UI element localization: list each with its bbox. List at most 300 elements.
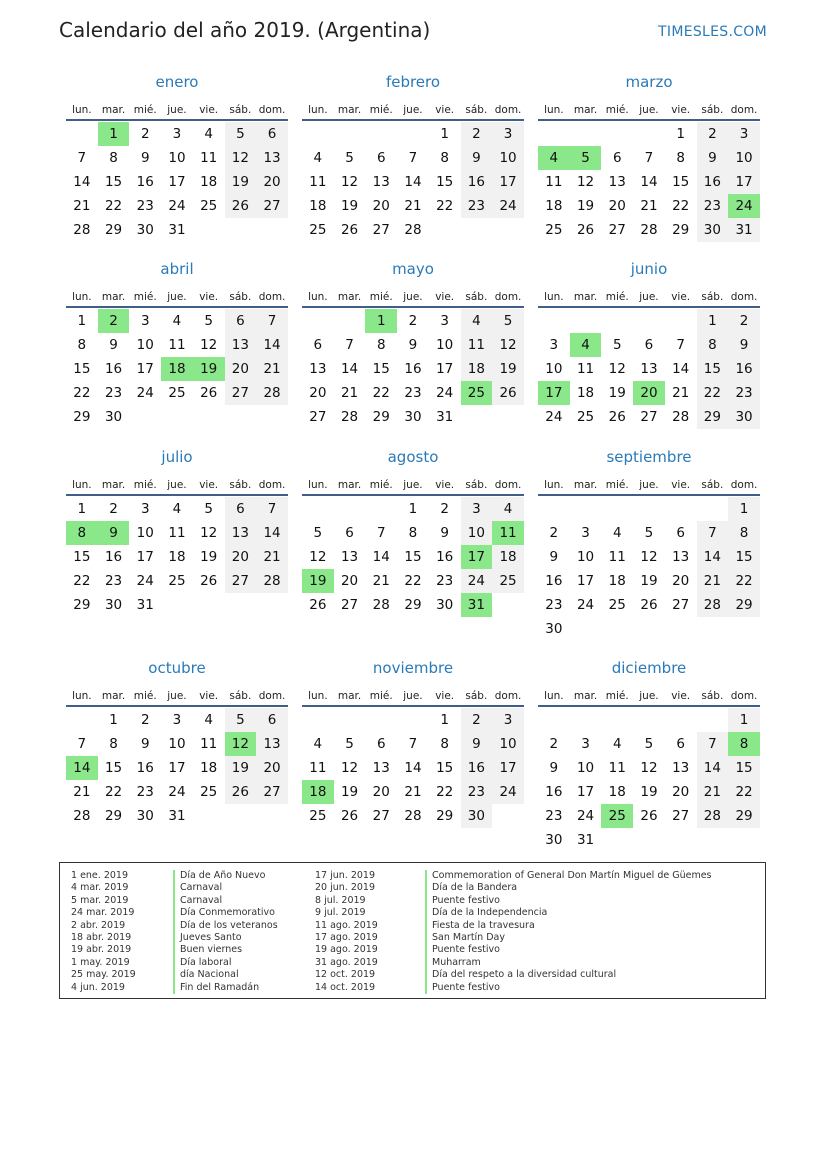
empty-cell	[570, 122, 602, 146]
day-cell: 12	[200, 337, 218, 353]
empty-cell	[665, 708, 697, 732]
holiday-day-cell: 20	[633, 381, 665, 405]
legend-dates-col-1	[71, 870, 136, 994]
legend-date: 4 mar. 2019	[71, 882, 129, 894]
day-cell: 21	[404, 784, 422, 800]
empty-cell	[538, 122, 570, 146]
day-cell: 6	[644, 337, 654, 353]
day-cell: 5	[644, 736, 654, 752]
empty-cell	[397, 708, 429, 732]
day-cell: 13	[372, 174, 390, 190]
weekday-label: dom.	[730, 291, 758, 303]
legend-date: 31 ago. 2019	[315, 956, 378, 968]
month-enero	[66, 72, 288, 242]
day-cell: 7	[697, 732, 729, 756]
day-cell: 5	[313, 525, 323, 541]
day-cell: 17	[436, 361, 454, 377]
day-cell: 1	[697, 309, 729, 333]
day-cell: 2	[140, 712, 150, 728]
day-cell: 17	[136, 549, 154, 565]
holiday-day-cell: 17	[538, 381, 570, 405]
day-cell: 19	[492, 357, 524, 381]
day-cell: 17	[728, 170, 760, 194]
weekday-label: sáb.	[465, 479, 488, 491]
day-cell: 18	[608, 784, 626, 800]
day-cell: 7	[408, 736, 418, 752]
day-cell: 5	[225, 708, 257, 732]
day-grid	[302, 309, 524, 429]
weekday-label: jue.	[167, 104, 187, 116]
weekday-label: lun.	[72, 104, 92, 116]
weekday-label: mar.	[573, 291, 598, 303]
weekday-label: mar.	[101, 690, 126, 702]
day-cell: 22	[436, 198, 454, 214]
day-cell: 24	[436, 385, 454, 401]
day-cell: 30	[545, 621, 563, 637]
day-cell: 1	[77, 501, 87, 517]
weekday-label: dom.	[258, 291, 286, 303]
day-cell: 5	[345, 150, 354, 166]
empty-cell	[697, 708, 729, 732]
month-name: octubre	[148, 659, 206, 677]
holiday-day-cell: 1	[365, 309, 397, 333]
weekday-label: jue.	[167, 479, 187, 491]
day-cell: 15	[728, 545, 760, 569]
day-cell: 9	[140, 736, 150, 752]
day-cell: 28	[697, 593, 729, 617]
day-cell: 6	[376, 150, 386, 166]
day-cell: 9	[408, 337, 418, 353]
day-cell: 11	[309, 760, 327, 776]
day-cell: 7	[408, 150, 418, 166]
legend-desc-col-2	[425, 870, 712, 994]
weekday-label: mar.	[337, 104, 362, 116]
day-cell: 18	[492, 545, 524, 569]
weekday-label: vie.	[199, 104, 219, 116]
day-cell: 15	[436, 760, 454, 776]
day-cell: 22	[104, 198, 123, 214]
day-cell: 2	[549, 525, 559, 541]
day-cell: 22	[728, 569, 760, 593]
day-cell: 27	[672, 808, 690, 824]
day-cell: 27	[256, 194, 288, 218]
day-cell: 4	[313, 736, 323, 752]
day-cell: 24	[168, 198, 186, 214]
weekday-label: vie.	[199, 479, 219, 491]
empty-cell	[538, 309, 570, 333]
day-cell: 8	[109, 736, 118, 752]
day-cell: 15	[697, 357, 729, 381]
day-cell: 28	[404, 808, 422, 824]
day-cell: 2	[109, 501, 118, 517]
day-cell: 28	[372, 597, 390, 613]
legend-date: 17 jun. 2019	[315, 870, 376, 881]
legend-holiday-name: Puente festivo	[425, 944, 712, 956]
day-cell: 29	[728, 593, 760, 617]
day-cell: 24	[576, 597, 595, 613]
day-cell: 1	[440, 712, 449, 728]
empty-cell	[66, 708, 98, 732]
day-cell: 7	[676, 337, 685, 353]
day-cell: 23	[104, 385, 123, 401]
day-cell: 26	[200, 385, 218, 401]
month-julio	[66, 447, 288, 617]
day-cell: 21	[73, 784, 91, 800]
day-cell: 27	[672, 597, 690, 613]
day-cell: 25	[200, 784, 218, 800]
weekday-label: jue.	[639, 291, 659, 303]
day-cell: 22	[672, 198, 690, 214]
day-cell: 10	[492, 732, 524, 756]
day-cell: 5	[612, 337, 622, 353]
weekday-label: mié.	[369, 690, 393, 702]
holiday-day-cell: 5	[570, 146, 602, 170]
day-cell: 30	[136, 222, 154, 238]
month-name: agosto	[387, 448, 439, 466]
legend-desc-col-1	[173, 870, 278, 994]
brand-link[interactable]: TIMESLES.COM	[658, 24, 767, 40]
weekday-label: dom.	[494, 479, 522, 491]
holiday-day-cell: 17	[461, 545, 493, 569]
day-cell: 28	[256, 381, 288, 405]
day-cell: 9	[140, 150, 150, 166]
day-cell: 25	[200, 198, 218, 214]
day-cell: 29	[697, 405, 729, 429]
day-cell: 26	[225, 194, 257, 218]
day-cell: 31	[168, 808, 186, 824]
empty-cell	[365, 708, 397, 732]
empty-cell	[633, 122, 665, 146]
legend-holiday-name: Día de Año Nuevo	[173, 870, 278, 882]
day-cell: 1	[676, 126, 685, 142]
day-cell: 26	[340, 222, 359, 238]
day-cell: 25	[576, 409, 595, 425]
day-cell: 30	[545, 832, 563, 848]
day-cell: 5	[204, 501, 213, 517]
day-cell: 12	[608, 361, 626, 377]
day-cell: 6	[676, 736, 685, 752]
month-septiembre	[538, 447, 760, 641]
legend-dates-col-2	[315, 870, 378, 994]
weekday-label: mié.	[369, 479, 393, 491]
day-cell: 25	[309, 808, 327, 824]
day-cell: 20	[225, 545, 257, 569]
weekday-label: sáb.	[701, 104, 724, 116]
day-cell: 25	[168, 385, 186, 401]
day-cell: 21	[404, 198, 422, 214]
day-cell: 9	[461, 146, 493, 170]
day-cell: 24	[576, 808, 595, 824]
weekday-label: dom.	[494, 690, 522, 702]
month-octubre	[66, 658, 288, 828]
empty-cell	[302, 497, 334, 521]
day-cell: 19	[225, 756, 257, 780]
day-cell: 2	[461, 122, 493, 146]
day-cell: 6	[225, 309, 257, 333]
month-name: abril	[160, 260, 194, 278]
day-cell: 29	[372, 409, 390, 425]
weekday-label: mar.	[573, 479, 598, 491]
day-cell: 20	[672, 784, 690, 800]
day-cell: 13	[340, 549, 359, 565]
day-cell: 7	[345, 337, 354, 353]
weekday-label: jue.	[403, 104, 423, 116]
day-cell: 7	[376, 525, 386, 541]
weekday-header	[66, 682, 288, 707]
weekday-label: sáb.	[465, 291, 488, 303]
weekday-label: mié.	[133, 104, 157, 116]
month-name: diciembre	[611, 659, 687, 677]
day-cell: 18	[576, 385, 595, 401]
legend-date: 9 jul. 2019	[315, 907, 366, 919]
empty-cell	[665, 309, 697, 333]
day-cell: 27	[372, 808, 390, 824]
day-cell: 15	[372, 361, 390, 377]
holiday-day-cell: 24	[728, 194, 760, 218]
holiday-day-cell: 25	[461, 381, 493, 405]
legend-holiday-name: Fin del Ramadán	[173, 982, 278, 994]
day-cell: 21	[340, 385, 359, 401]
day-cell: 23	[136, 784, 154, 800]
day-cell: 25	[492, 569, 524, 593]
day-cell: 16	[461, 756, 493, 780]
day-cell: 10	[576, 760, 595, 776]
day-cell: 21	[640, 198, 658, 214]
day-cell: 27	[225, 381, 257, 405]
holiday-day-cell: 11	[492, 521, 524, 545]
day-cell: 14	[640, 174, 658, 190]
weekday-label: lun.	[544, 291, 564, 303]
day-cell: 19	[608, 385, 626, 401]
day-cell: 15	[436, 174, 454, 190]
day-cell: 15	[404, 549, 422, 565]
day-cell: 4	[612, 736, 622, 752]
legend-date: 2 abr. 2019	[71, 919, 126, 931]
month-name: marzo	[625, 73, 673, 91]
weekday-label: mar.	[573, 690, 598, 702]
legend-date: 14 oct. 2019	[315, 981, 376, 993]
day-grid	[66, 708, 288, 828]
day-cell: 18	[461, 357, 493, 381]
day-cell: 26	[225, 780, 257, 804]
day-cell: 8	[440, 736, 449, 752]
legend-date: 19 ago. 2019	[315, 944, 378, 956]
day-cell: 17	[576, 573, 595, 589]
weekday-label: lun.	[308, 690, 328, 702]
empty-cell	[633, 497, 665, 521]
day-grid	[302, 708, 524, 828]
empty-cell	[302, 309, 334, 333]
day-cell: 27	[340, 597, 359, 613]
weekday-label: mar.	[101, 104, 126, 116]
day-cell: 21	[697, 569, 729, 593]
day-cell: 5	[644, 525, 654, 541]
month-mayo	[302, 259, 524, 429]
day-cell: 9	[440, 525, 449, 541]
weekday-header	[538, 96, 760, 121]
day-cell: 14	[404, 174, 422, 190]
day-cell: 24	[545, 409, 563, 425]
day-cell: 24	[168, 784, 186, 800]
day-cell: 16	[545, 784, 563, 800]
day-cell: 27	[309, 409, 327, 425]
weekday-header	[302, 96, 524, 121]
day-cell: 1	[109, 712, 118, 728]
legend-holiday-name: Día de la Bandera	[425, 882, 712, 894]
month-marzo	[538, 72, 760, 242]
day-cell: 1	[77, 313, 87, 329]
weekday-label: vie.	[435, 104, 455, 116]
weekday-label: dom.	[494, 291, 522, 303]
day-cell: 7	[644, 150, 654, 166]
weekday-label: sáb.	[701, 479, 724, 491]
weekday-label: mar.	[337, 479, 362, 491]
day-cell: 13	[256, 732, 288, 756]
weekday-label: dom.	[258, 690, 286, 702]
weekday-label: jue.	[639, 104, 659, 116]
day-cell: 30	[697, 218, 729, 242]
legend-holiday-name: Día laboral	[173, 957, 278, 969]
weekday-header	[538, 682, 760, 707]
empty-cell	[538, 497, 570, 521]
day-cell: 29	[728, 804, 760, 828]
day-cell: 4	[172, 501, 182, 517]
weekday-header	[66, 283, 288, 308]
day-cell: 7	[697, 521, 729, 545]
day-cell: 3	[140, 313, 150, 329]
legend-date: 19 abr. 2019	[71, 944, 132, 956]
day-cell: 20	[309, 385, 327, 401]
day-cell: 3	[728, 122, 760, 146]
day-cell: 19	[340, 198, 359, 214]
day-cell: 1	[440, 126, 449, 142]
day-cell: 13	[672, 760, 690, 776]
weekday-label: mié.	[605, 690, 629, 702]
day-cell: 13	[256, 146, 288, 170]
day-cell: 15	[73, 361, 91, 377]
weekday-header	[302, 283, 524, 308]
legend-holiday-name: Puente festivo	[425, 895, 712, 907]
day-cell: 14	[404, 760, 422, 776]
weekday-label: mié.	[369, 291, 393, 303]
day-cell: 21	[697, 780, 729, 804]
day-cell: 21	[372, 573, 390, 589]
month-abril	[66, 259, 288, 429]
day-cell: 28	[73, 808, 91, 824]
day-cell: 2	[549, 736, 559, 752]
day-cell: 12	[576, 174, 595, 190]
day-cell: 12	[640, 760, 658, 776]
day-cell: 7	[256, 497, 288, 521]
weekday-label: jue.	[403, 479, 423, 491]
weekday-label: mar.	[573, 104, 598, 116]
day-cell: 4	[612, 525, 622, 541]
month-name: julio	[161, 448, 193, 466]
day-cell: 19	[200, 549, 218, 565]
weekday-label: lun.	[72, 690, 92, 702]
day-cell: 23	[728, 381, 760, 405]
day-cell: 16	[104, 361, 123, 377]
legend-holiday-name: Día de la Independencia	[425, 907, 712, 919]
day-cell: 2	[140, 126, 150, 142]
day-cell: 6	[676, 525, 685, 541]
weekday-label: vie.	[199, 690, 219, 702]
day-cell: 26	[492, 381, 524, 405]
weekday-header	[538, 283, 760, 308]
day-cell: 21	[256, 357, 288, 381]
holiday-day-cell: 14	[66, 756, 98, 780]
day-cell: 10	[168, 150, 186, 166]
day-cell: 31	[728, 218, 760, 242]
holiday-day-cell: 25	[601, 804, 633, 828]
day-cell: 3	[440, 313, 449, 329]
holiday-day-cell: 9	[98, 521, 130, 545]
weekday-header	[66, 471, 288, 496]
legend-holiday-name: Buen viernes	[173, 944, 278, 956]
day-cell: 7	[77, 150, 87, 166]
weekday-label: vie.	[435, 690, 455, 702]
day-cell: 9	[697, 146, 729, 170]
day-cell: 16	[545, 573, 563, 589]
day-cell: 5	[492, 309, 524, 333]
day-cell: 4	[492, 497, 524, 521]
day-grid	[302, 497, 524, 617]
day-cell: 8	[77, 337, 87, 353]
day-grid	[538, 708, 760, 852]
day-cell: 9	[549, 549, 559, 565]
empty-cell	[633, 309, 665, 333]
day-cell: 5	[204, 313, 213, 329]
weekday-label: dom.	[730, 690, 758, 702]
day-cell: 19	[576, 198, 595, 214]
day-cell: 18	[309, 198, 327, 214]
legend-holiday-name: Commemoration of General Don Martín Miguel de Güemes	[425, 870, 712, 882]
day-cell: 25	[545, 222, 563, 238]
day-grid	[66, 309, 288, 429]
day-cell: 4	[313, 150, 323, 166]
day-cell: 10	[136, 337, 154, 353]
day-cell: 14	[697, 545, 729, 569]
weekday-label: jue.	[403, 690, 423, 702]
legend-date: 25 may. 2019	[71, 969, 136, 981]
day-grid	[538, 497, 760, 641]
day-cell: 11	[545, 174, 563, 190]
day-cell: 27	[640, 409, 658, 425]
day-cell: 8	[440, 150, 449, 166]
weekday-label: vie.	[435, 479, 455, 491]
day-cell: 10	[436, 337, 454, 353]
day-cell: 27	[608, 222, 626, 238]
legend-date: 1 may. 2019	[71, 956, 130, 968]
empty-cell	[334, 497, 366, 521]
month-agosto	[302, 447, 524, 617]
day-cell: 4	[461, 309, 493, 333]
day-cell: 28	[404, 222, 422, 238]
holiday-day-cell: 31	[461, 593, 493, 617]
day-cell: 8	[109, 150, 118, 166]
legend-date: 11 ago. 2019	[315, 919, 378, 931]
day-cell: 16	[104, 549, 123, 565]
day-cell: 10	[576, 549, 595, 565]
day-cell: 10	[545, 361, 563, 377]
day-cell: 2	[697, 122, 729, 146]
weekday-label: sáb.	[229, 104, 252, 116]
month-name: febrero	[385, 73, 441, 91]
day-cell: 3	[492, 122, 524, 146]
day-cell: 24	[492, 194, 524, 218]
day-cell: 5	[225, 122, 257, 146]
weekday-label: jue.	[167, 291, 187, 303]
